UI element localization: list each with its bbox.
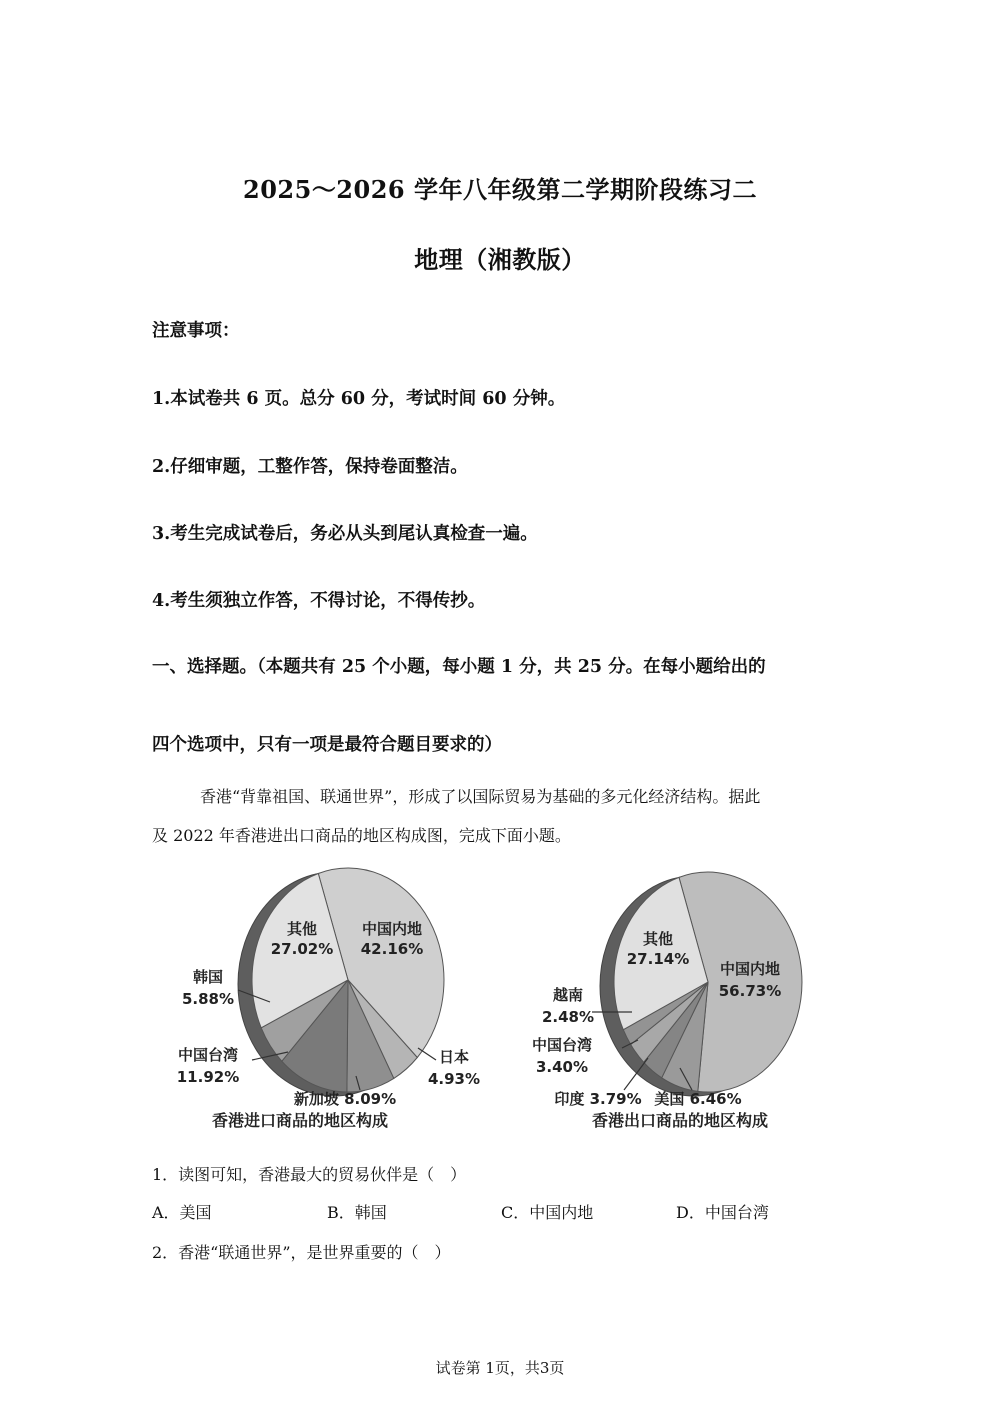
pie-0-name-4: 韩国: [192, 968, 224, 986]
exam-title: 2025～2026 学年八年级第二学期阶段练习二: [243, 175, 757, 204]
question-2-stem: 2．香港“联通世界”，是世界重要的（ ）: [152, 1243, 451, 1262]
note-item-1: 1.本试卷共 6 页。总分 60 分，考试时间 60 分钟。: [152, 389, 566, 409]
pie-0-name-1: 日本: [438, 1048, 470, 1066]
exam-subtitle: 地理（湘教版）: [414, 245, 586, 274]
pie-chart-figure: [160, 862, 820, 1142]
page-footer: 试卷第 1页，共3页: [435, 1359, 565, 1377]
option-a[interactable]: A．美国: [152, 1203, 212, 1222]
passage-line1: 香港“背靠祖国、联通世界”，形成了以国际贸易为基础的多元化经济结构。据此: [200, 787, 761, 806]
note-item-3: 3.考生完成试卷后，务必从头到尾认真检查一遍。: [152, 524, 538, 544]
pie-0-value-1: 4.93%: [427, 1070, 481, 1088]
pie-charts-svg: [160, 862, 820, 1142]
pie-1-value-4: 2.48%: [541, 1008, 595, 1026]
pie-0-name-3: 中国台湾: [177, 1046, 239, 1064]
section-heading-line1: 一、选择题。（本题共有 25 个小题，每小题 1 分，共 25 分。在每小题给出的: [152, 657, 766, 677]
section-heading-line2: 四个选项中，只有一项是最符合题目要求的）: [152, 735, 502, 755]
option-c[interactable]: C．中国内地: [501, 1203, 594, 1222]
pie-0-value-4: 5.88%: [181, 990, 235, 1008]
option-b[interactable]: B．韩国: [327, 1203, 387, 1222]
notes-heading: 注意事项：: [152, 321, 240, 341]
pie-1-name-5: 其他: [642, 930, 674, 948]
pie-1-title: 香港出口商品的地区构成: [591, 1111, 769, 1130]
pie-1-label-2: 印度 3.79%: [554, 1090, 642, 1108]
note-item-2: 2.仔细审题，工整作答，保持卷面整洁。: [152, 457, 468, 477]
option-d[interactable]: D．中国台湾: [676, 1203, 769, 1222]
pie-0-title: 香港进口商品的地区构成: [211, 1111, 389, 1130]
pie-0-name-5: 其他: [286, 920, 318, 938]
pie-1-name-4: 越南: [552, 986, 584, 1004]
pie-0-leader-1: [418, 1048, 436, 1060]
pie-0-value-3: 11.92%: [176, 1068, 240, 1086]
pie-0-name-0: 中国内地: [361, 920, 423, 938]
passage-line2: 及 2022 年香港进出口商品的地区构成图，完成下面小题。: [152, 826, 571, 845]
pie-1-label-1: 美国 6.46%: [654, 1090, 742, 1108]
pie-1-value-5: 27.14%: [626, 950, 690, 968]
pie-1-name-0: 中国内地: [719, 960, 781, 978]
pie-0-value-0: 42.16%: [360, 940, 424, 958]
note-item-4: 4.考生须独立作答，不得讨论，不得传抄。: [152, 591, 486, 611]
question-1-stem: 1．读图可知，香港最大的贸易伙伴是（ ）: [152, 1165, 467, 1184]
pie-0-value-5: 27.02%: [270, 940, 334, 958]
pie-0-label-2: 新加坡 8.09%: [293, 1090, 397, 1108]
pie-1-value-0: 56.73%: [718, 982, 782, 1000]
pie-1-name-3: 中国台湾: [531, 1036, 593, 1054]
pie-1-value-3: 3.40%: [535, 1058, 589, 1076]
